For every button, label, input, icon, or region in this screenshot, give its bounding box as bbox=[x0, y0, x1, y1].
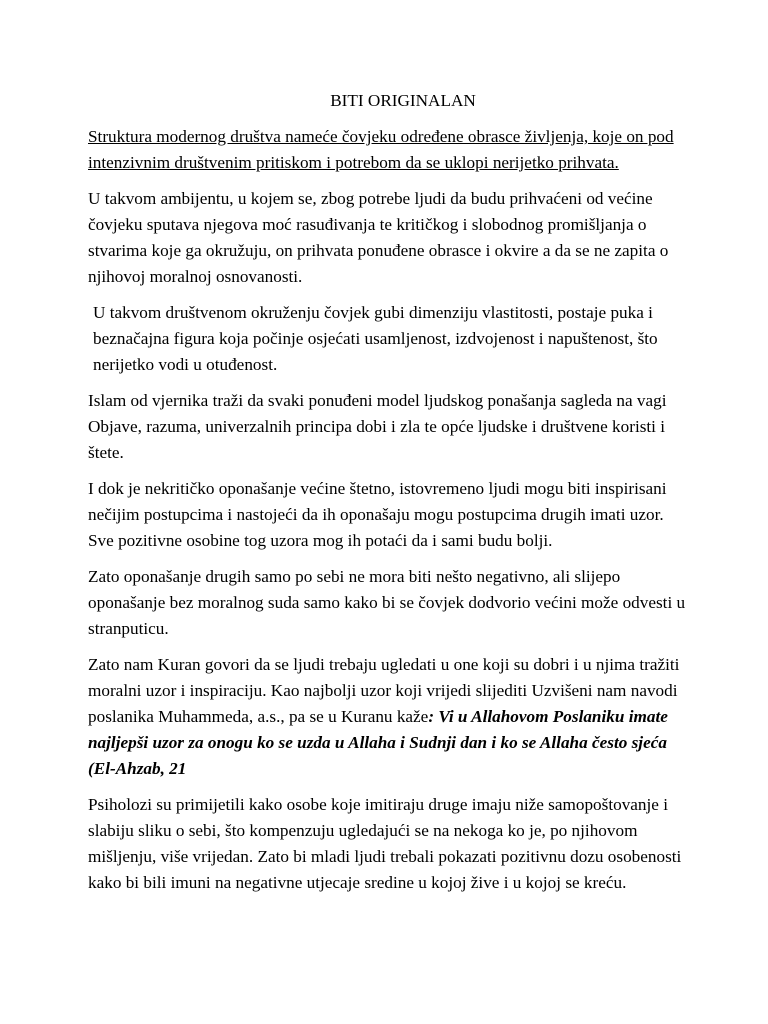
document-page bbox=[88, 88, 688, 906]
paragraph-slijepo: Zato oponašanje drugih samo po sebi ne mora biti nešto negativno, ali slijepo oponašanje bez moralnog suda samo kako bi se čovjek dodvorio većini može odvesti u stranputicu. bbox=[88, 567, 686, 638]
kuran-text: Zato nam Kuran govori da se ljudi trebaju ugledati u one koji su dobri i u njima tražiti moralni uzor i inspiraciju. Kao najbolji uzor koji vrijedi slijediti Uzvišeni nam navodi poslanika Muhammeda, a.s., pa se u Kuranu kaže bbox=[88, 655, 680, 726]
paragraph-psiholozi: Psiholozi su primijetili kako osobe koje imitiraju druge imaju niže samopoštovanje i slabiju sliku o sebi, što kompenzuju ugledajući se na nekoga ko je, po njihovom mišljenju, više vrijedan. Zato bi mladi ljudi trebali pokazati pozitivnu dozu osobenosti kako bi bili imuni na negativne utjecaje sredine u kojoj žive i u kojoj se kreću. bbox=[88, 795, 682, 892]
paragraph-ambijent: U takvom ambijentu, u kojem se, zbog potrebe ljudi da budu prihvaćeni od većine čovjeku sputava njegova moć rasuđivanja te kritičkog i slobodnog promišljanja o stvarima koje ga okružuju, on prihvata ponuđene obrasce i okvire a da se ne zapita o njihovoj moralnoj osnovanosti. bbox=[88, 189, 669, 286]
kuran-quote: : Vi u Allahovom Poslaniku imate najljepši uzor za onogu ko se uzda u Allaha i Sudnji dan i ko se Allaha često sjeća (El-Ahzab, 21 bbox=[88, 707, 668, 778]
document-title: BITI ORIGINALAN bbox=[330, 91, 476, 110]
paragraph-islam: Islam od vjernika traži da svaki ponuđeni model ljudskog ponašanja sagleda na vagi Objave, razuma, univerzalnih principa dobi i zla te opće ljudske i društvene koristi i štete. bbox=[88, 391, 667, 462]
paragraph-oponasanje: I dok je nekritičko oponašanje većine štetno, istovremeno ljudi mogu biti inspirisani nečijim postupcima i nastojeći da ih oponašaju mogu postupcima drugih imati uzor. Sve pozitivne osobine tog uzora mog ih potaći da i sami budu bolji. bbox=[88, 479, 667, 550]
paragraph-kuran bbox=[88, 652, 688, 782]
intro-paragraph: Struktura modernog društva nameće čovjeku određene obrasce življenja, koje on pod intenzivnim društvenim pritiskom i potrebom da se uklopi nerijetko prihvata. bbox=[88, 127, 674, 172]
paragraph-okruzenje: U takvom društvenom okruženju čovjek gubi dimenziju vlastitosti, postaje puka i beznačajna figura koja počinje osjećati usamljenost, izdvojenost i napuštenost, što nerijetko vodi u otuđenost. bbox=[93, 303, 658, 374]
